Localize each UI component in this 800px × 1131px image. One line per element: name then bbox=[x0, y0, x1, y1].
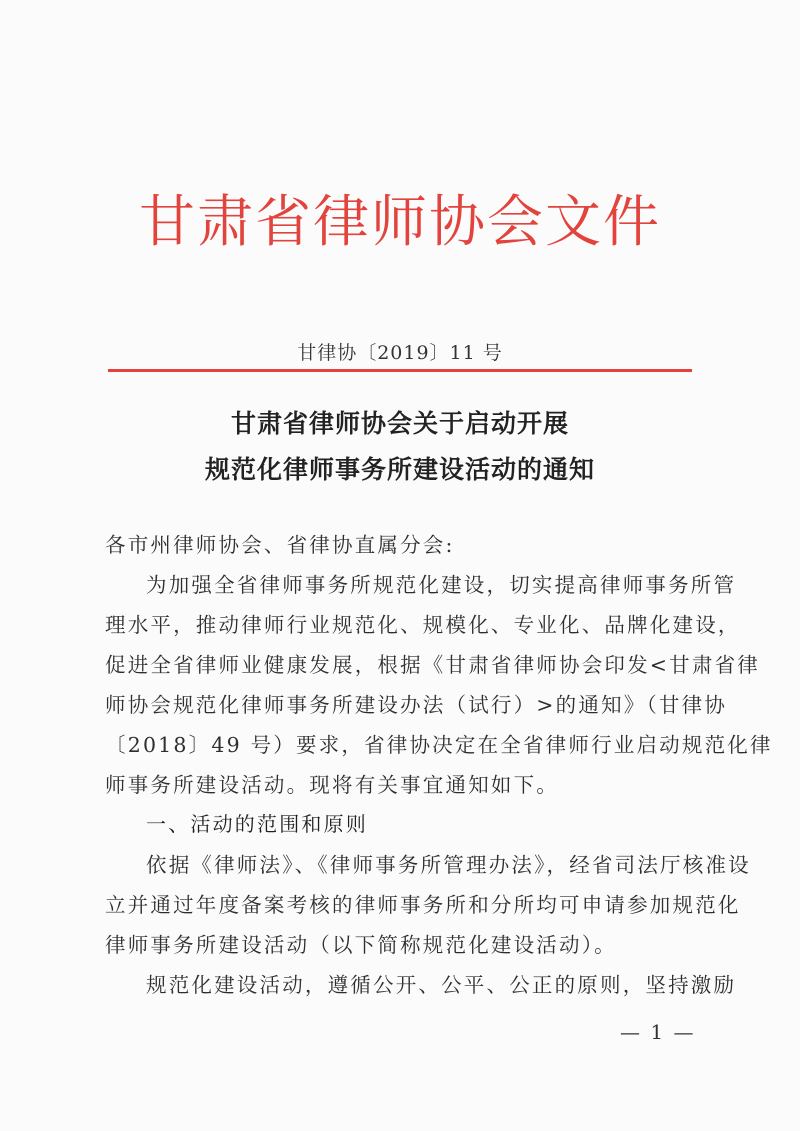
paragraph-2-line-3: 律师事务所建设活动（以下简称规范化建设活动）。 bbox=[105, 933, 617, 957]
document-title-line-1: 甘肃省律师协会关于启动开展 bbox=[230, 409, 569, 438]
paragraph-1-line-1: 为加强全省律师事务所规范化建设，切实提高律师事务所管 bbox=[146, 573, 737, 597]
paragraph-2-line-1: 依据《律师法》、《律师事务所管理办法》，经省司法厅核准设 bbox=[146, 853, 751, 877]
document-title-line-2: 规范化律师事务所建设活动的通知 bbox=[204, 455, 595, 484]
section-heading-1: 一、活动的范围和原则 bbox=[146, 812, 368, 836]
paragraph-1-line-6: 师事务所建设活动。现将有关事宜通知如下。 bbox=[105, 773, 559, 797]
paragraph-1-line-4: 师协会规范化律师事务所建设办法（试行）>的通知》（甘律协 bbox=[105, 693, 728, 717]
salutation: 各市州律师协会、省律协直属分会: bbox=[105, 533, 455, 557]
red-divider-line bbox=[108, 369, 692, 372]
paragraph-2-line-2: 立并通过年度备案考核的律师事务所和分所均可申请参加规范化 bbox=[105, 893, 741, 917]
document-masthead: 甘肃省律师协会文件 bbox=[139, 190, 661, 255]
page-number: — 1 — bbox=[620, 1020, 696, 1044]
document-number: 甘律协〔2019〕11 号 bbox=[297, 342, 503, 364]
paragraph-3-line-1: 规范化建设活动，遵循公开、公平、公正的原则，坚持激励 bbox=[146, 973, 737, 997]
paragraph-1-line-3: 促进全省律师业健康发展，根据《甘肃省律师协会印发<甘肃省律 bbox=[105, 653, 760, 677]
paragraph-1-line-2: 理水平，推动律师行业规范化、规模化、专业化、品牌化建设， bbox=[105, 613, 741, 637]
paragraph-1-line-5: 〔2018〕49 号）要求，省律协决定在全省律师行业启动规范化律 bbox=[105, 733, 773, 757]
